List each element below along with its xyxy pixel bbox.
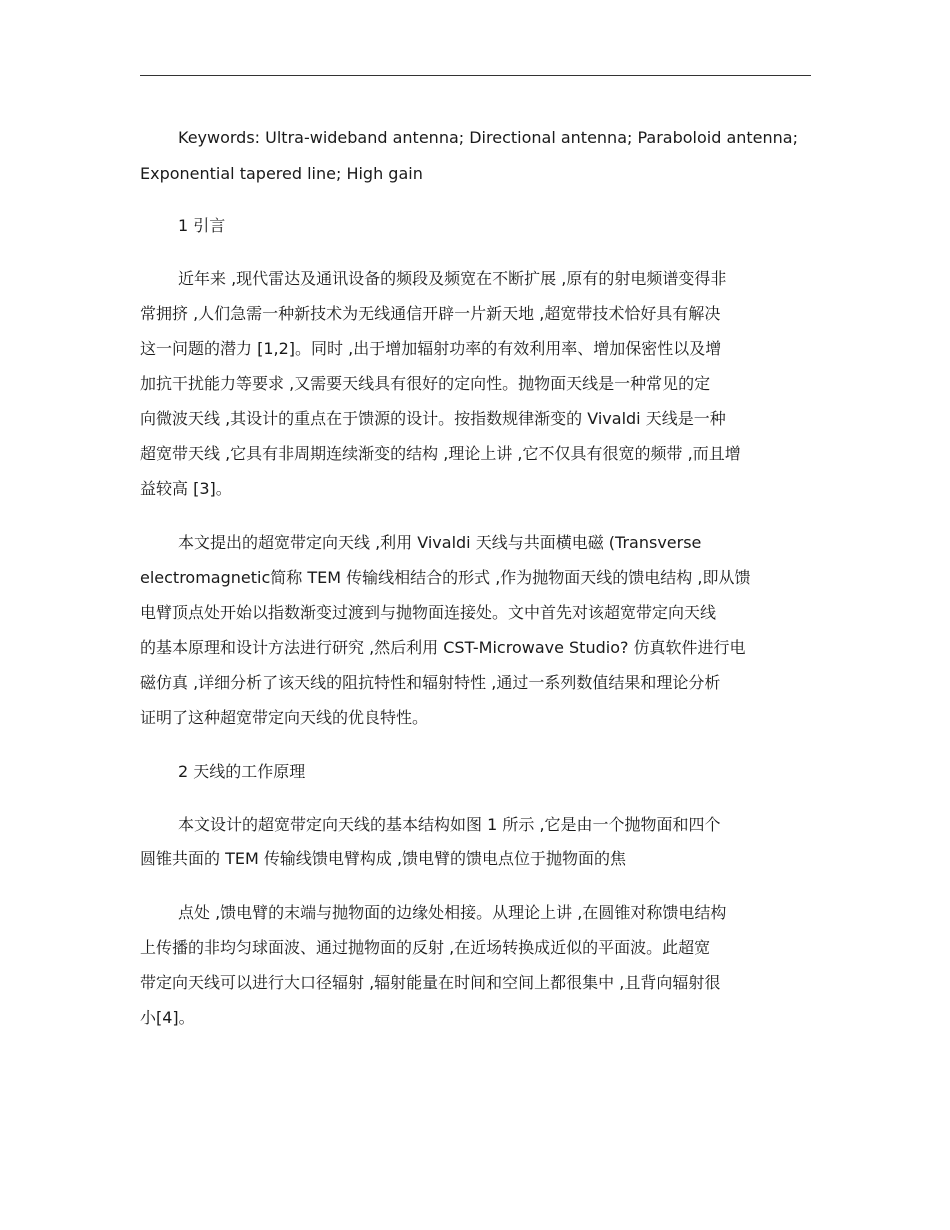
- paragraph-line: 加抗干扰能力等要求 ,又需要天线具有很好的定向性。抛物面天线是一种常见的定: [140, 374, 711, 393]
- paragraph-line: 磁仿真 ,详细分析了该天线的阻抗特性和辐射特性 ,通过一系列数值结果和理论分析: [140, 673, 721, 692]
- paragraph-line: 小[4]。: [140, 1008, 195, 1027]
- paragraph-line: 向微波天线 ,其设计的重点在于馈源的设计。按指数规律渐变的 Vivaldi 天线是一种: [140, 409, 726, 428]
- keywords-line-2: Exponential tapered line; High gain: [140, 164, 423, 183]
- section-1-heading: 1 引言: [178, 216, 226, 235]
- paragraph-line: 点处 ,馈电臂的末端与抛物面的边缘处相接。从理论上讲 ,在圆锥对称馈电结构: [178, 903, 727, 922]
- paragraph-line: 电臂顶点处开始以指数渐变过渡到与抛物面连接处。文中首先对该超宽带定向天线: [140, 603, 717, 622]
- paragraph-line: 近年来 ,现代雷达及通讯设备的频段及频宽在不断扩展 ,原有的射电频谱变得非: [178, 269, 727, 288]
- paragraph-line: 带定向天线可以进行大口径辐射 ,辐射能量在时间和空间上都很集中 ,且背向辐射很: [140, 973, 721, 992]
- paragraph-line: 的基本原理和设计方法进行研究 ,然后利用 CST-Microwave Studio? 仿真软件进行电: [140, 638, 746, 657]
- paragraph-line: 超宽带天线 ,它具有非周期连续渐变的结构 ,理论上讲 ,它不仅具有很宽的频带 ,而且增: [140, 444, 741, 463]
- paragraph-line: electromagnetic简称 TEM 传输线相结合的形式 ,作为抛物面天线的馈电结构 ,即从馈: [140, 568, 751, 587]
- paragraph-line: 本文提出的超宽带定向天线 ,利用 Vivaldi 天线与共面横电磁 (Transverse: [178, 533, 702, 552]
- header-rule: [140, 75, 811, 76]
- paragraph-line: 本文设计的超宽带定向天线的基本结构如图 1 所示 ,它是由一个抛物面和四个: [178, 815, 721, 834]
- keywords-line-1: Keywords: Ultra-wideband antenna; Directional antenna; Paraboloid antenna;: [178, 128, 798, 147]
- paragraph-line: 证明了这种超宽带定向天线的优良特性。: [140, 708, 429, 727]
- paragraph-line: 圆锥共面的 TEM 传输线馈电臂构成 ,馈电臂的馈电点位于抛物面的焦: [140, 849, 627, 868]
- paragraph-line: 益较高 [3]。: [140, 479, 232, 498]
- paragraph-line: 上传播的非均匀球面波、通过抛物面的反射 ,在近场转换成近似的平面波。此超宽: [140, 938, 711, 957]
- paragraph-line: 常拥挤 ,人们急需一种新技术为无线通信开辟一片新天地 ,超宽带技术恰好具有解决: [140, 304, 721, 323]
- paragraph-line: 这一问题的潜力 [1,2]。同时 ,出于增加辐射功率的有效利用率、增加保密性以及增: [140, 339, 722, 358]
- section-2-heading: 2 天线的工作原理: [178, 762, 306, 781]
